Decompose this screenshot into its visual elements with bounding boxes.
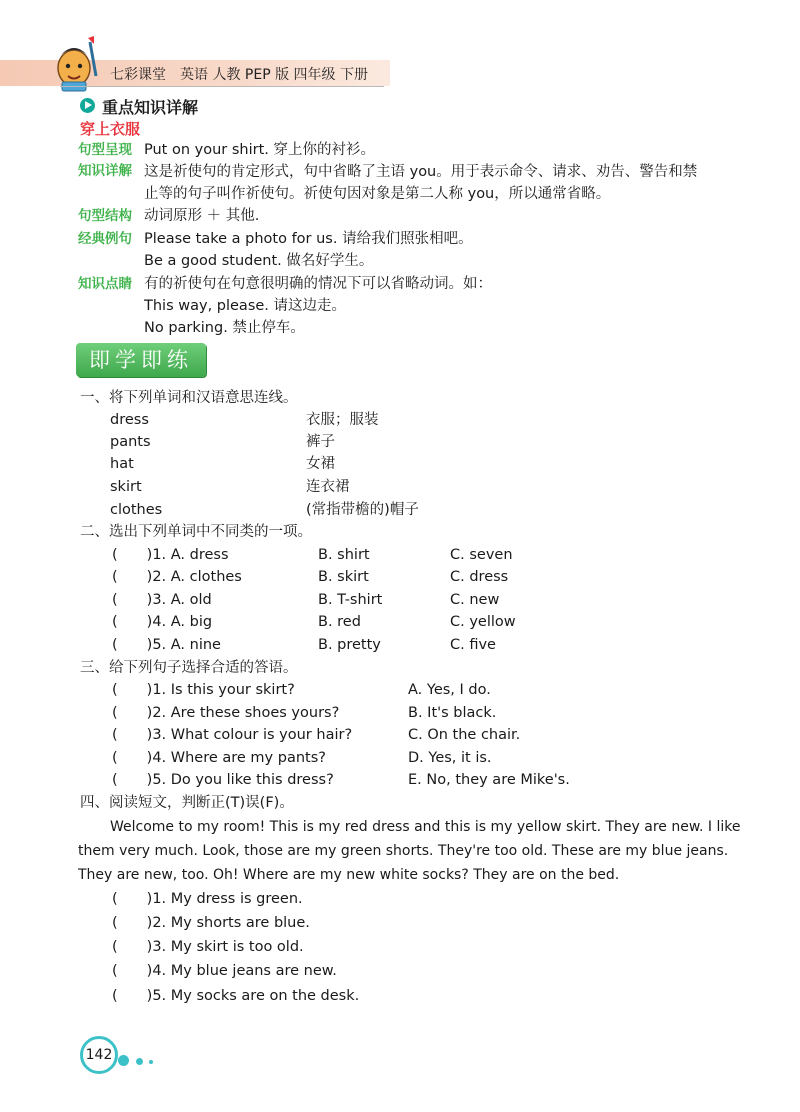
practice-banner-label: 即学即练 [89, 348, 193, 372]
header-title: 七彩课堂 英语 人教 PEP 版 四年级 下册 [110, 67, 368, 83]
detail-tag: 知识详解 [78, 163, 132, 179]
q1-word: clothes [110, 502, 163, 518]
tip-example-1: This way, please. 请这边走。 [144, 298, 347, 314]
tip-text: 有的祈使句在句意很明确的情况下可以省略动词。如： [144, 276, 492, 292]
q3-answer: B. It's black. [408, 705, 497, 721]
detail-line-2: 止等的句子叫作祈使句。祈使句因对象是第二人称 you，所以通常省略。 [144, 186, 611, 202]
play-circle-icon [80, 98, 95, 113]
q4-statement: ( )2. My shorts are blue. [112, 915, 310, 931]
q2-item-option-a: ( )3. A. old [112, 592, 212, 608]
q2-item-option-c: C. new [450, 592, 500, 608]
q4-statement: ( )1. My dress is green. [112, 891, 303, 907]
decor-dot [118, 1055, 129, 1066]
q1-meaning: 衣服；服装 [306, 412, 379, 428]
tip-example-2: No parking. 禁止停车。 [144, 320, 305, 336]
q2-item-option-c: C. dress [450, 569, 509, 585]
q1-meaning: 女裙 [306, 456, 335, 472]
q1-meaning: (常指带檐的)帽子 [306, 502, 419, 518]
detail-line-1: 这是祈使句的肯定形式，句中省略了主语 you。用于表示命令、请求、劝告、警告和禁 [144, 164, 698, 180]
q2-item-option-b: B. skirt [318, 569, 369, 585]
decor-dot [149, 1060, 153, 1064]
q1-word: hat [110, 456, 134, 472]
q1-meaning: 裤子 [306, 434, 335, 450]
example-2: Be a good student. 做名好学生。 [144, 253, 374, 269]
q2-item-option-b: B. shirt [318, 547, 370, 563]
page-number: 142 [85, 1047, 113, 1063]
q1-word: skirt [110, 479, 142, 495]
q3-answer: A. Yes, I do. [408, 682, 491, 698]
q3-answer: C. On the chair. [408, 727, 521, 743]
q4-heading: 四、阅读短文，判断正(T)误(F)。 [80, 795, 294, 811]
q1-word: dress [110, 412, 149, 428]
pattern-text: Put on your shirt. 穿上你的衬衫。 [144, 142, 375, 158]
q2-heading: 二、选出下列单词中不同类的一项。 [80, 524, 312, 540]
q1-heading: 一、将下列单词和汉语意思连线。 [80, 390, 298, 406]
structure-text: 动词原形 ＋ 其他. [144, 208, 260, 224]
q2-item-option-c: C. yellow [450, 614, 516, 630]
example-1: Please take a photo for us. 请给我们照张相吧。 [144, 231, 473, 247]
q2-item-option-b: B. red [318, 614, 361, 630]
q4-passage-line-1: Welcome to my room! This is my red dress and this is my yellow skirt. They are new. I like [110, 819, 741, 835]
student-mascot-icon [44, 36, 108, 92]
q2-item-option-b: B. T-shirt [318, 592, 383, 608]
q3-heading: 三、给下列句子选择合适的答语。 [80, 660, 298, 676]
tip-tag: 知识点睛 [78, 276, 132, 292]
q3-question: ( )1. Is this your skirt? [112, 682, 295, 698]
page-number-badge [80, 1036, 118, 1074]
q4-statement: ( )3. My skirt is too old. [112, 939, 304, 955]
q1-meaning: 连衣裙 [306, 479, 350, 495]
q3-question: ( )5. Do you like this dress? [112, 772, 334, 788]
structure-tag: 句型结构 [78, 208, 132, 224]
q4-passage-line-3: They are new, too. Oh! Where are my new white socks? They are on the bed. [78, 867, 620, 883]
q1-word: pants [110, 434, 151, 450]
decor-dot [136, 1058, 143, 1065]
q4-passage-line-2: them very much. Look, those are my green shorts. They're too old. These are my blue jeans. [78, 843, 729, 859]
section-title: 重点知识详解 [102, 98, 199, 117]
q2-item-option-c: C. five [450, 637, 496, 653]
q4-statement: ( )4. My blue jeans are new. [112, 963, 337, 979]
q3-question: ( )2. Are these shoes yours? [112, 705, 340, 721]
q3-question: ( )4. Where are my pants? [112, 750, 326, 766]
pattern-tag: 句型呈现 [78, 142, 132, 158]
example-tag: 经典例句 [78, 231, 132, 247]
header-divider [60, 86, 384, 87]
q2-item-option-a: ( )2. A. clothes [112, 569, 242, 585]
q3-answer: D. Yes, it is. [408, 750, 492, 766]
q2-item-option-b: B. pretty [318, 637, 381, 653]
q2-item-option-c: C. seven [450, 547, 513, 563]
practice-banner [76, 343, 206, 377]
q3-question: ( )3. What colour is your hair? [112, 727, 353, 743]
q3-answer: E. No, they are Mike's. [408, 772, 570, 788]
q4-statement: ( )5. My socks are on the desk. [112, 988, 360, 1004]
q2-item-option-a: ( )4. A. big [112, 614, 213, 630]
q2-item-option-a: ( )1. A. dress [112, 547, 229, 563]
section-subtitle: 穿上衣服 [80, 120, 141, 138]
q2-item-option-a: ( )5. A. nine [112, 637, 221, 653]
